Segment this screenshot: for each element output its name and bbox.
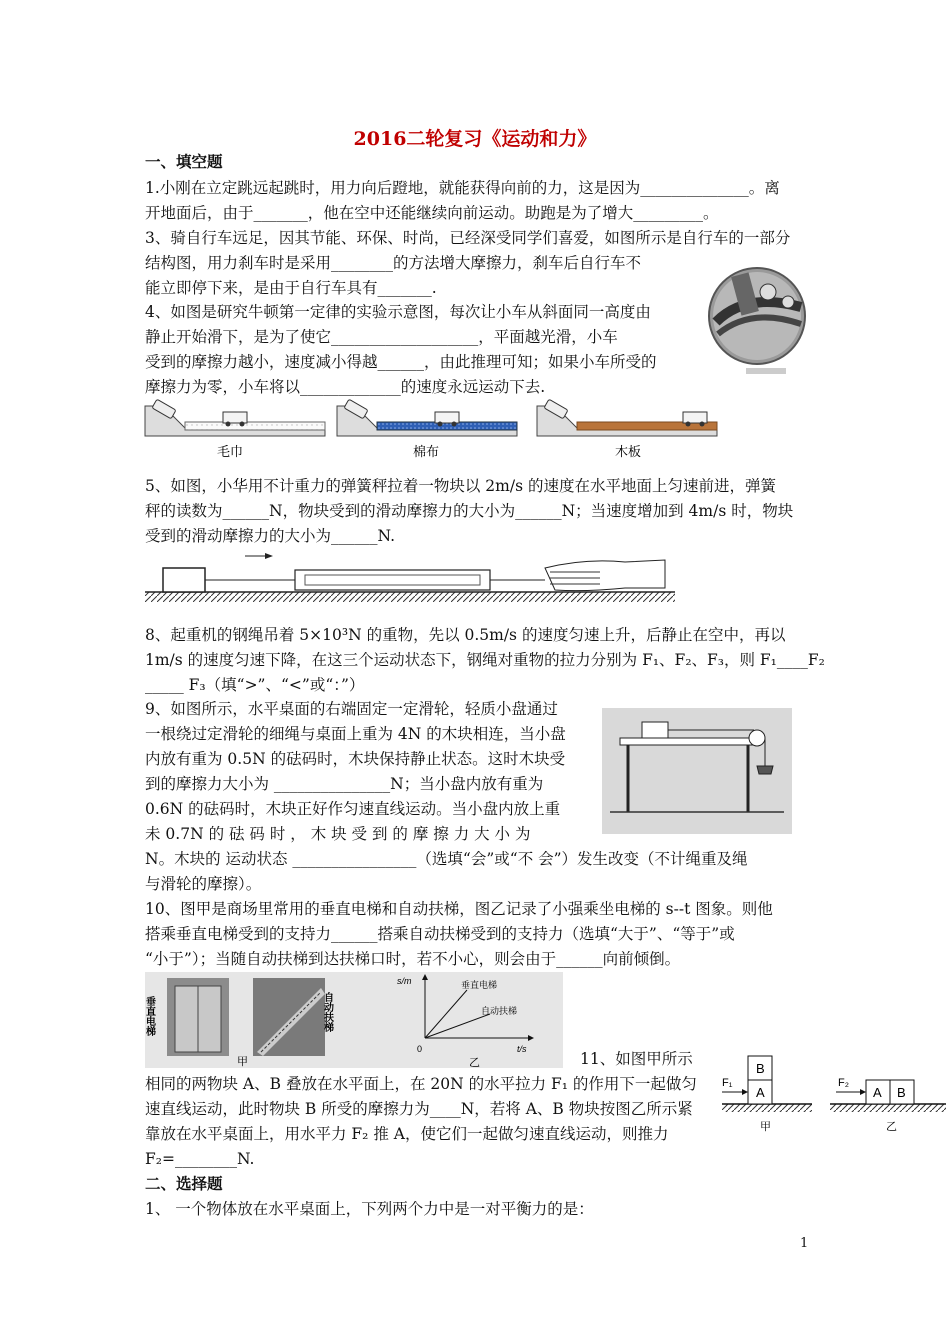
force-f1: F₁ (722, 1077, 733, 1089)
series-label-escalator: 自动扶梯 (481, 1006, 518, 1016)
q4-line-2: 静止开始滑下，是为了使它___________________，平面越光滑，小车 (145, 328, 618, 346)
surface-label-cotton: 棉布 (413, 444, 440, 459)
pulley-table-figure (602, 708, 792, 834)
label-yi-blocks: 乙 (886, 1121, 897, 1133)
q5-line-2: 秤的读数为______N，物块受到的滑动摩擦力的大小为______N；当速度增加到 4m/s 时，物块 (145, 502, 794, 520)
axis-xlabel: t/s (517, 1044, 527, 1054)
q3-line-1: 3、骑自行车远足，因其节能、环保、时尚，已经深受同学们喜爱，如图所示是自行车的一部分 (145, 229, 791, 247)
q3-line-2: 结构图，用力刹车时是采用________的方法增大摩擦力，刹车后自行车不 (145, 254, 642, 272)
q4-line-4: 摩擦力为零，小车将以_____________的速度永远运动下去. (145, 378, 546, 396)
q4-line-3: 受到的摩擦力越小，速度减小得越______，由此推理可知；如果小车所受的 (145, 353, 657, 371)
force-f2: F₂ (838, 1077, 849, 1089)
choice-q1: 1、 一个物体放在水平桌面上，下列两个力中是一对平衡力的是： (145, 1200, 594, 1218)
blocks-figure (716, 1050, 948, 1136)
axis-ylabel: s/m (397, 976, 412, 986)
q3-line-3: 能立即停下来，是由于自行车具有_______. (145, 279, 437, 297)
newton-ramps-figure (145, 398, 725, 460)
q9-line-5: 0.6N 的砝码时，木块正好作匀速直线运动。当小盘内放上重 (145, 800, 561, 818)
q10-line-1: 10、图甲是商场里常用的垂直电梯和自动扶梯，图乙记录了小强乘坐电梯的 s--t 图象。则他 (145, 900, 773, 918)
q8-line-2: 1m/s 的速度匀速下降，在这三个运动状态下，钢绳对重物的拉力分别为 F₁、F₂、F₃，则 F₁____F₂ (145, 651, 825, 669)
q1-line-2: 开地面后，由于_______，他在空中还能继续向前运动。助跑是为了增大_________。 (145, 204, 719, 222)
section-multiple-choice: 二、选择题 (145, 1174, 223, 1193)
bicycle-brake-figure (706, 252, 808, 384)
q5-line-3: 受到的滑动摩擦力的大小为______N. (145, 527, 395, 545)
block-a-jia: A (756, 1085, 765, 1100)
q9-line-6: 未 0.7N 的 砝 码 时 ， 木 块 受 到 的 摩 擦 力 大 小 为 (145, 825, 531, 843)
q11-line-4: F₂=________N. (145, 1150, 255, 1168)
label-yi: 乙 (469, 1057, 480, 1069)
elevator-figure (145, 972, 563, 1068)
section-fill-blank: 一、填空题 (145, 152, 223, 171)
q4-line-1: 4、如图是研究牛顿第一定律的实验示意图，每次让小车从斜面同一高度由 (145, 303, 651, 321)
axis-origin: 0 (417, 1044, 423, 1054)
q11-line-2: 速直线运动，此时物块 B 所受的摩擦力为____N，若将 A、B 物块按图乙所示紧 (145, 1100, 693, 1118)
q8-line-1: 8、起重机的钢绳吊着 5×10³N 的重物，先以 0.5m/s 的速度匀速上升，后静止在空中，再以 (145, 626, 786, 644)
q9-line-7: N。木块的 运动状态 ________________（选填“会”或“不 会”）发生改变（不计绳重及绳 (145, 850, 748, 868)
block-a-yi: A (873, 1085, 882, 1100)
label-jia-blocks: 甲 (760, 1121, 771, 1133)
q11-line-3: 靠放在水平桌面上，用水平力 F₂ 推 A，使它们一起做匀速直线运动，则推力 (145, 1125, 669, 1143)
q10-line-3: “小于”）；当随自动扶梯到达扶梯口时，若不小心，则会由于______向前倾倒。 (145, 950, 681, 968)
page-title: 2016二轮复习《运动和力》 (353, 128, 597, 150)
q9-line-1: 9、如图所示，水平桌面的右端固定一定滑轮，轻质小盘通过 (145, 700, 558, 718)
q9-line-8: 与滑轮的摩擦）。 (145, 875, 262, 893)
q9-line-4: 到的摩擦力大小为 _______________N；当小盘内放有重为 (145, 775, 544, 793)
surface-label-wood: 木板 (615, 444, 642, 459)
series-label-vertical: 垂直电梯 (461, 980, 498, 990)
page-number: 1 (800, 1236, 809, 1251)
q10-line-2: 搭乘垂直电梯受到的支持力______搭乘自动扶梯受到的支持力（选填“大于”、“等于”或 (145, 925, 735, 943)
label-escalator: 自动扶梯 (321, 992, 333, 1032)
q9-line-2: 一根绕过定滑轮的细绳与桌面上重为 4N 的木块相连，当小盘 (145, 725, 566, 743)
spring-scale-figure (145, 548, 675, 606)
q9-line-3: 内放有重为 0.5N 的砝码时，木块保持静止状态。这时木块受 (145, 750, 566, 768)
label-jia: 甲 (237, 1056, 248, 1068)
q11-line-1: 相同的两物块 A、B 叠放在水平面上，在 20N 的水平拉力 F₁ 的作用下一起做匀 (145, 1075, 697, 1093)
q5-line-1: 5、如图，小华用不计重力的弹簧秤拉着一物块以 2m/s 的速度在水平地面上匀速前进，弹簧 (145, 477, 776, 495)
block-b-yi: B (897, 1085, 906, 1100)
q8-line-3: _____ F₃（填“>”、“<”或“：”） (145, 676, 365, 694)
surface-label-towel: 毛巾 (217, 444, 244, 459)
q11-line-0: 11、如图甲所示 (580, 1050, 693, 1068)
q1-line-1: 1.小刚在立定跳远起跳时，用力向后蹬地，就能获得向前的力，这是因为______________。离 (145, 179, 780, 197)
label-vertical-elevator: 垂直电梯 (143, 996, 155, 1036)
block-b-jia: B (756, 1061, 765, 1076)
